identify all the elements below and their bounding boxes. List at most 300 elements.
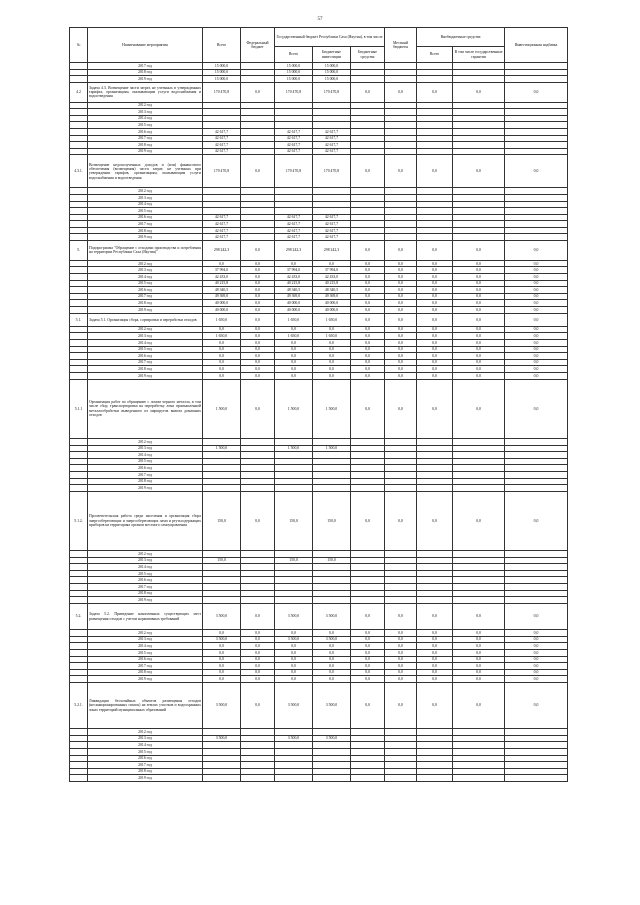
year-row (70, 471, 568, 478)
year-value (417, 227, 453, 234)
year-value (385, 570, 417, 577)
row-num-empty (70, 485, 88, 492)
year-value (313, 762, 351, 769)
year-value: 0,0 (417, 280, 453, 287)
year-value (351, 128, 385, 135)
year-label: 2012 год (88, 326, 203, 333)
year-value (417, 452, 453, 459)
year-value (385, 135, 417, 142)
section-value: 298 242,3 (203, 241, 241, 261)
year-value (505, 201, 568, 208)
year-value: 0,0 (453, 307, 505, 314)
year-value: 0,0 (385, 333, 417, 340)
year-row (70, 458, 568, 465)
year-row (70, 551, 568, 558)
section-value: 0,0 (505, 603, 568, 629)
section-value: 3 500,0 (203, 682, 241, 728)
section-value: 0,0 (505, 241, 568, 261)
year-value (203, 208, 241, 215)
year-row (70, 194, 568, 201)
year-value (203, 551, 241, 558)
year-label: 2016 год (88, 755, 203, 762)
row-num-empty (70, 478, 88, 485)
year-value (203, 478, 241, 485)
year-value (241, 742, 275, 749)
year-value (417, 597, 453, 604)
year-value: 0,0 (505, 372, 568, 379)
row-num-empty (70, 577, 88, 584)
year-value: 0,0 (313, 372, 351, 379)
year-value: 0,0 (385, 372, 417, 379)
section-value: 0,0 (241, 379, 275, 438)
year-value: 0,0 (453, 636, 505, 643)
year-value: 0,0 (385, 326, 417, 333)
year-value (313, 551, 351, 558)
year-value (241, 188, 275, 195)
year-value (505, 69, 568, 76)
year-value: 0,0 (313, 676, 351, 683)
year-value (203, 755, 241, 762)
year-value (351, 69, 385, 76)
row-num-empty (70, 584, 88, 591)
row-num-empty (70, 762, 88, 769)
year-value: 0,0 (385, 280, 417, 287)
year-value (453, 748, 505, 755)
year-value (417, 188, 453, 195)
year-value: 0,0 (313, 326, 351, 333)
year-value (241, 221, 275, 228)
year-value (313, 438, 351, 445)
year-value: 0,0 (385, 663, 417, 670)
year-value (453, 762, 505, 769)
year-value (385, 201, 417, 208)
year-value: 0,0 (505, 333, 568, 340)
year-value (241, 557, 275, 564)
row-num-empty (70, 729, 88, 736)
section-value: 0,0 (417, 491, 453, 550)
year-value: 3 500,0 (313, 735, 351, 742)
year-value: 49 369,0 (313, 293, 351, 300)
year-value (505, 551, 568, 558)
year-value (385, 471, 417, 478)
row-num-empty (70, 128, 88, 135)
year-row (70, 630, 568, 637)
year-value (241, 102, 275, 109)
year-value (385, 445, 417, 452)
year-value (505, 564, 568, 571)
row-num-empty (70, 366, 88, 373)
year-row (70, 135, 568, 142)
year-value (385, 109, 417, 116)
year-value (275, 208, 313, 215)
year-value: 0,0 (505, 287, 568, 294)
row-num-empty (70, 359, 88, 366)
year-value: 0,0 (453, 333, 505, 340)
year-value: 0,0 (417, 307, 453, 314)
section-name: Организация работ по обращению с ломом черного металла, в том числе сбор, транспортировка на переработку лома промышленной металлообработки выведенного из маршрутов вывоза домашних отходов (88, 379, 203, 438)
section-value: 1 500,0 (313, 379, 351, 438)
year-value: 0,0 (241, 340, 275, 347)
section-value: 0,0 (241, 313, 275, 326)
year-label: 2012 год (88, 102, 203, 109)
year-value (351, 142, 385, 149)
section-value: 0,0 (453, 682, 505, 728)
col-investments: Инвестиционная надбавка (505, 28, 568, 63)
year-value (417, 201, 453, 208)
year-row (70, 274, 568, 281)
section-value: 298 242,3 (313, 241, 351, 261)
year-label: 2014 год (88, 274, 203, 281)
year-value (203, 102, 241, 109)
year-value (385, 762, 417, 769)
row-num-empty (70, 69, 88, 76)
section-value: 0,0 (417, 82, 453, 102)
year-label: 2019 год (88, 676, 203, 683)
section-value: 0,0 (453, 313, 505, 326)
section-value: 170 470,8 (313, 155, 351, 188)
year-row (70, 478, 568, 485)
section-value: 0,0 (417, 313, 453, 326)
year-value (385, 221, 417, 228)
year-value: 40 215,8 (203, 280, 241, 287)
year-value: 1 650,0 (313, 333, 351, 340)
section-value: 0,0 (417, 682, 453, 728)
year-value: 0,0 (275, 372, 313, 379)
year-value (313, 577, 351, 584)
year-value (453, 201, 505, 208)
year-value (351, 201, 385, 208)
year-value (241, 748, 275, 755)
year-value (417, 208, 453, 215)
year-value: 0,0 (385, 643, 417, 650)
year-row (70, 340, 568, 347)
section-number: 5.2.1. (70, 682, 88, 728)
year-value: 0,0 (417, 260, 453, 267)
year-label: 2017 год (88, 135, 203, 142)
section-value: 0,0 (417, 603, 453, 629)
year-label: 2018 год (88, 366, 203, 373)
year-label: 2012 год (88, 551, 203, 558)
year-value: 0,0 (453, 267, 505, 274)
year-value: 0,0 (241, 353, 275, 360)
year-value (275, 768, 313, 775)
row-num-empty (70, 122, 88, 129)
section-header-row (70, 155, 568, 188)
year-value: 0,0 (241, 307, 275, 314)
section-value: 0,0 (241, 241, 275, 261)
year-value (241, 76, 275, 83)
year-value: 48 340,5 (203, 287, 241, 294)
year-value (203, 438, 241, 445)
year-label: 2015 год (88, 570, 203, 577)
year-value: 0,0 (453, 676, 505, 683)
section-number: 5.1.2. (70, 491, 88, 550)
year-value: 0,0 (417, 650, 453, 657)
year-value: 0,0 (275, 650, 313, 657)
year-value: 0,0 (275, 346, 313, 353)
year-value (241, 445, 275, 452)
year-value (241, 214, 275, 221)
year-value: 0,0 (203, 669, 241, 676)
year-row (70, 293, 568, 300)
year-row (70, 102, 568, 109)
section-value: 0,0 (351, 491, 385, 550)
year-label: 2014 год (88, 742, 203, 749)
year-value (351, 775, 385, 782)
year-value (313, 775, 351, 782)
financing-table (69, 27, 568, 782)
year-label: 2016 год (88, 656, 203, 663)
year-label: 2017 год (88, 293, 203, 300)
year-label: 2014 год (88, 115, 203, 122)
year-value (417, 557, 453, 564)
year-value (385, 584, 417, 591)
section-value: 170 470,8 (275, 155, 313, 188)
year-value: 0,0 (241, 300, 275, 307)
year-row (70, 188, 568, 195)
year-value (505, 557, 568, 564)
row-num-empty (70, 300, 88, 307)
year-value: 0,0 (453, 326, 505, 333)
year-label: 2018 год (88, 142, 203, 149)
year-value: 0,0 (417, 676, 453, 683)
year-value (241, 762, 275, 769)
row-num-empty (70, 452, 88, 459)
year-value (417, 748, 453, 755)
section-name: Задача 4.3. Возмещение части затрат, не учтенных в утвержденных тарифах, организациям, оказывающим услуги водоснабжения и водоотведения (88, 82, 203, 102)
year-value: 42 617,7 (203, 234, 241, 241)
year-value (351, 194, 385, 201)
year-value: 15 000,0 (313, 63, 351, 70)
year-value: 0,0 (313, 650, 351, 657)
row-num-empty (70, 465, 88, 472)
year-value: 0,0 (453, 372, 505, 379)
year-value: 0,0 (385, 300, 417, 307)
year-value (453, 465, 505, 472)
year-value: 0,0 (351, 643, 385, 650)
year-label: 2013 год (88, 636, 203, 643)
table-body (70, 63, 568, 782)
year-value (505, 570, 568, 577)
col-state-budget: Бюджетные средства (351, 47, 385, 63)
section-value: 0,0 (505, 155, 568, 188)
year-value: 0,0 (203, 359, 241, 366)
year-value (241, 471, 275, 478)
year-row (70, 465, 568, 472)
year-value (351, 471, 385, 478)
year-value: 0,0 (241, 359, 275, 366)
year-value: 15 000,0 (275, 63, 313, 70)
year-value: 0,0 (385, 274, 417, 281)
year-value (453, 142, 505, 149)
year-value: 42 617,7 (313, 148, 351, 155)
col-num: № (70, 28, 88, 63)
year-value: 0,0 (313, 656, 351, 663)
year-label: 2017 год (88, 63, 203, 70)
year-label: 2014 год (88, 340, 203, 347)
year-value (313, 584, 351, 591)
row-num-empty (70, 333, 88, 340)
year-value (241, 735, 275, 742)
year-value (203, 109, 241, 116)
year-label: 2016 год (88, 287, 203, 294)
year-row (70, 214, 568, 221)
section-value: 0,0 (351, 155, 385, 188)
year-value: 3 500,0 (275, 636, 313, 643)
row-num-empty (70, 76, 88, 83)
year-value (203, 465, 241, 472)
year-value: 0,0 (417, 636, 453, 643)
year-value (313, 471, 351, 478)
year-value (203, 122, 241, 129)
year-value: 0,0 (417, 300, 453, 307)
year-label: 2013 год (88, 445, 203, 452)
section-value: 0,0 (417, 241, 453, 261)
row-num-empty (70, 353, 88, 360)
year-row (70, 333, 568, 340)
year-row (70, 755, 568, 762)
section-name: Подпрограмма "Обращение с отходами производства и потребления на территории Республики Саха (Якутия)" (88, 241, 203, 261)
year-value: 0,0 (505, 676, 568, 683)
year-value (241, 208, 275, 215)
row-num-empty (70, 194, 88, 201)
year-value (505, 194, 568, 201)
year-value: 42 617,7 (313, 142, 351, 149)
row-num-empty (70, 438, 88, 445)
year-value: 42 617,7 (203, 221, 241, 228)
row-num-empty (70, 590, 88, 597)
year-label: 2015 год (88, 458, 203, 465)
year-value (275, 109, 313, 116)
year-value (505, 188, 568, 195)
section-value: 0,0 (505, 491, 568, 550)
col-state-group: Государственный бюджет Республики Саха (Якутия), в том числе (275, 28, 385, 47)
section-header-row (70, 241, 568, 261)
year-value: 0,0 (417, 267, 453, 274)
year-value (417, 63, 453, 70)
year-value: 0,0 (275, 676, 313, 683)
year-value (505, 445, 568, 452)
year-value (505, 142, 568, 149)
year-value (417, 102, 453, 109)
year-value: 0,0 (241, 267, 275, 274)
row-num-empty (70, 445, 88, 452)
section-value: 0,0 (351, 241, 385, 261)
year-value (505, 458, 568, 465)
year-value: 0,0 (453, 669, 505, 676)
year-value (275, 748, 313, 755)
year-value (417, 142, 453, 149)
year-value: 0,0 (351, 636, 385, 643)
year-value (275, 564, 313, 571)
year-value: 15 000,0 (313, 76, 351, 83)
year-value: 0,0 (453, 300, 505, 307)
year-label: 2019 год (88, 76, 203, 83)
year-row (70, 280, 568, 287)
year-value (241, 452, 275, 459)
section-value: 0,0 (241, 491, 275, 550)
row-num-empty (70, 287, 88, 294)
year-value (351, 445, 385, 452)
section-value: 0,0 (241, 682, 275, 728)
col-name: Наименование мероприятия (88, 28, 203, 63)
year-row (70, 260, 568, 267)
year-value (417, 221, 453, 228)
year-label: 2018 год (88, 768, 203, 775)
year-value: 0,0 (417, 656, 453, 663)
year-value (417, 584, 453, 591)
year-value: 0,0 (417, 293, 453, 300)
year-value: 48 340,5 (275, 287, 313, 294)
row-num-empty (70, 115, 88, 122)
year-value: 42 617,7 (203, 128, 241, 135)
year-value (241, 570, 275, 577)
year-value (203, 201, 241, 208)
year-value (275, 742, 313, 749)
year-value: 0,0 (241, 636, 275, 643)
section-header-row (70, 491, 568, 550)
year-row (70, 346, 568, 353)
year-value: 0,0 (313, 359, 351, 366)
section-value: 0,0 (505, 82, 568, 102)
year-value: 42 617,7 (203, 142, 241, 149)
year-value (417, 76, 453, 83)
year-row (70, 669, 568, 676)
year-value (505, 584, 568, 591)
year-value: 0,0 (505, 656, 568, 663)
year-value (417, 128, 453, 135)
year-label: 2015 год (88, 280, 203, 287)
section-name: Задача 5.1. Организация сбора, сортировки и переработки отходов (88, 313, 203, 326)
section-value: 0,0 (241, 603, 275, 629)
year-value (417, 148, 453, 155)
section-value: 1 650,0 (203, 313, 241, 326)
year-label: 2012 год (88, 188, 203, 195)
year-value (313, 465, 351, 472)
year-label: 2013 год (88, 557, 203, 564)
year-value (505, 135, 568, 142)
year-value (505, 768, 568, 775)
section-value: 0,0 (385, 82, 417, 102)
year-value (351, 115, 385, 122)
year-value (385, 597, 417, 604)
year-label: 2018 год (88, 590, 203, 597)
year-value (453, 564, 505, 571)
year-value (505, 227, 568, 234)
year-value (275, 458, 313, 465)
year-value (417, 762, 453, 769)
year-value: 0,0 (417, 663, 453, 670)
year-value (385, 590, 417, 597)
year-value (417, 485, 453, 492)
section-value: 0,0 (505, 682, 568, 728)
year-value (417, 458, 453, 465)
year-value (505, 471, 568, 478)
year-label: 2013 год (88, 109, 203, 116)
year-value (417, 590, 453, 597)
year-value (385, 478, 417, 485)
year-value: 0,0 (313, 260, 351, 267)
year-value (203, 188, 241, 195)
year-row (70, 650, 568, 657)
year-value: 42 617,7 (275, 227, 313, 234)
year-value (351, 188, 385, 195)
year-value: 0,0 (505, 643, 568, 650)
row-num-empty (70, 768, 88, 775)
year-value (417, 471, 453, 478)
year-value: 42 617,7 (203, 214, 241, 221)
year-value (313, 748, 351, 755)
